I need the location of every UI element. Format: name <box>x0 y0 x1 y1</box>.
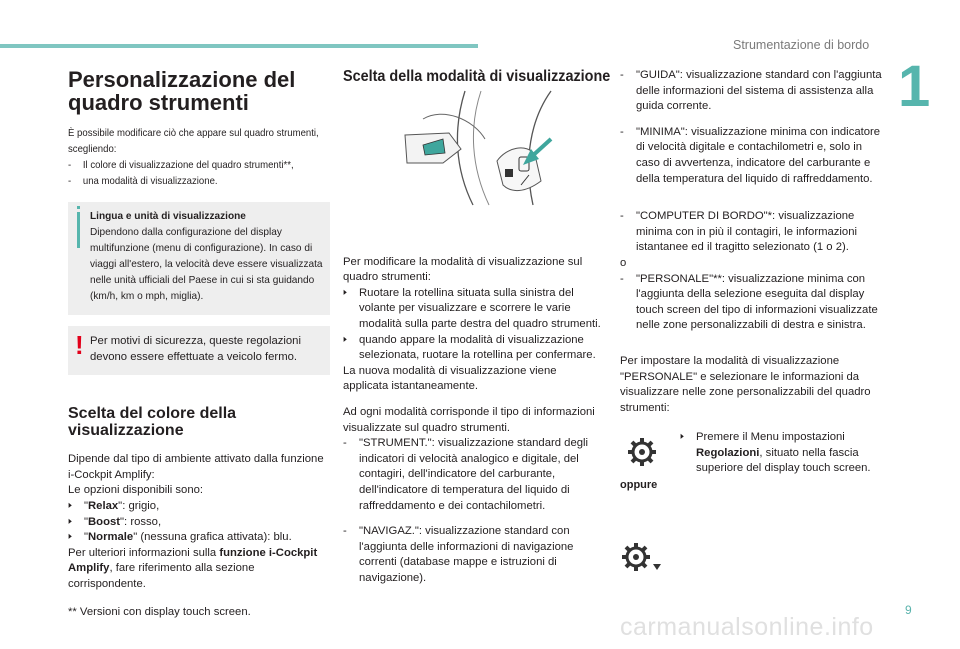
gear-icon <box>626 436 658 468</box>
new-mode-text: La nuova modalità di visualizzazione viene applicata istantaneamente. <box>343 364 557 393</box>
watermark: carmanualsonline.info <box>620 613 874 641</box>
steering-wheel-illustration <box>403 89 571 207</box>
chapter-number: 1 <box>898 54 931 119</box>
list-item: 🢒 "Relax": grigio, <box>68 499 160 512</box>
intro-block <box>68 126 328 190</box>
warning-icon: ! <box>75 330 84 360</box>
list-item: 🢒 "Normale" (nessuna grafica attivata): blu. <box>68 531 292 544</box>
intro-text: È possibile modificare ciò che appare sul quadro strumenti, scegliendo: <box>68 128 319 155</box>
list-item: - "STRUMENT.": visualizzazione standard degli indicatori di velocità analogico e digitale, del contagiri, dell'indicatore del carburante, dell'indicatore di temperatura del liquido di raffreddamento e dei contachilometri. <box>343 437 589 512</box>
header-rule <box>0 44 478 48</box>
more-info: Per ulteriori informazioni sulla funzione i-Cockpit Amplify, fare riferimento alla sezione corrispondente. <box>68 546 318 590</box>
list-item: - "PERSONALE"**: visualizzazione minima con l'aggiunta della selezione eseguita dal display touch screen del tipo di informazioni visualizzate nelle zone personalizzabili di destra e sinistra. <box>620 272 878 332</box>
section-heading-mode: Scelta della modalità di visualizzazione <box>343 68 611 85</box>
color-text: Dipende dal tipo di ambiente attivato dalla funzione i-Cockpit Amplify: <box>68 453 324 481</box>
warning-text: Per motivi di sicurezza, queste regolazioni devono essere effettuate a veicolo fermo. <box>90 335 301 363</box>
or-text: o <box>620 256 627 269</box>
column-1 <box>68 68 330 620</box>
info-body: Dipendono dalla configurazione del display multifunzione (menu di configurazione). In caso di viaggi all'estero, la velocità deve essere visualizzata nelle unità ufficiali del Paese in cui si sta guidando (km/h, km o mph, miglia). <box>90 227 323 302</box>
list-item: 🢒 Ruotare la rotellina situata sulla sinistra del volante per visualizzare e scorrere le varie modalità sulla parte destra del quadro strumenti. <box>343 286 601 330</box>
info-title: Lingua e unità di visualizzazione <box>90 211 246 222</box>
settings-step <box>620 430 882 514</box>
section-heading-color: Scelta del colore della visualizzazione <box>68 405 237 440</box>
list-item: - "MINIMA": visualizzazione minima con indicatore di velocità digitale e contachilometri e, solo in caso di avvertenza, indicatore del carburante e della temperatura del liquido di raffreddamento. <box>620 125 881 185</box>
column-3 <box>620 68 882 514</box>
page-title: Personalizzazione del quadro strumenti <box>68 67 296 115</box>
info-box <box>68 202 330 315</box>
list-item: - Il colore di visualizzazione del quadro strumenti**, <box>68 160 294 171</box>
warning-box <box>68 326 330 375</box>
section-title: Strumentazione di bordo <box>733 38 870 52</box>
gear-dropdown-icon <box>620 540 664 576</box>
column-2 <box>343 68 611 586</box>
oppure-label: oppure <box>620 479 658 492</box>
modes-intro: Ad ogni modalità corrisponde il tipo di informazioni visualizzate sul quadro strumenti. <box>343 405 595 434</box>
list-item: - una modalità di visualizzazione. <box>68 176 218 187</box>
list-item: 🢒 Premere il Menu impostazioni Regolazioni, situato nella fascia superiore del display touch screen. <box>680 431 871 475</box>
options-intro: Le opzioni disponibili sono: <box>68 484 204 497</box>
modify-intro: Per modificare la modalità di visualizzazione sul quadro strumenti: <box>343 255 583 284</box>
list-item: 🢒 quando appare la modalità di visualizzazione selezionata, ruotare la rotellina per confermare. <box>343 333 596 362</box>
list-item: - "COMPUTER DI BORDO"*: visualizzazione minima con in più il contagiri, le informazioni istantanee ed il tragitto selezionato (1 o 2). <box>620 210 858 254</box>
set-text: Per impostare la modalità di visualizzazione "PERSONALE" e selezionare le informazioni da visualizzare nelle zone personalizzabili del quadro strumenti: <box>620 354 871 414</box>
list-item: 🢒 "Boost": rosso, <box>68 515 162 528</box>
page-number: 9 <box>905 603 912 617</box>
list-item: - "GUIDA": visualizzazione standard con l'aggiunta delle informazioni del sistema di assistenza alla guida corrente. <box>620 69 882 113</box>
list-item: - "NAVIGAZ.": visualizzazione standard con l'aggiunta delle informazioni di navigazione correnti (database mappe e istruzioni di navigazione). <box>343 525 574 584</box>
footnote: ** Versioni con display touch screen. <box>68 605 251 618</box>
info-icon <box>77 206 80 209</box>
